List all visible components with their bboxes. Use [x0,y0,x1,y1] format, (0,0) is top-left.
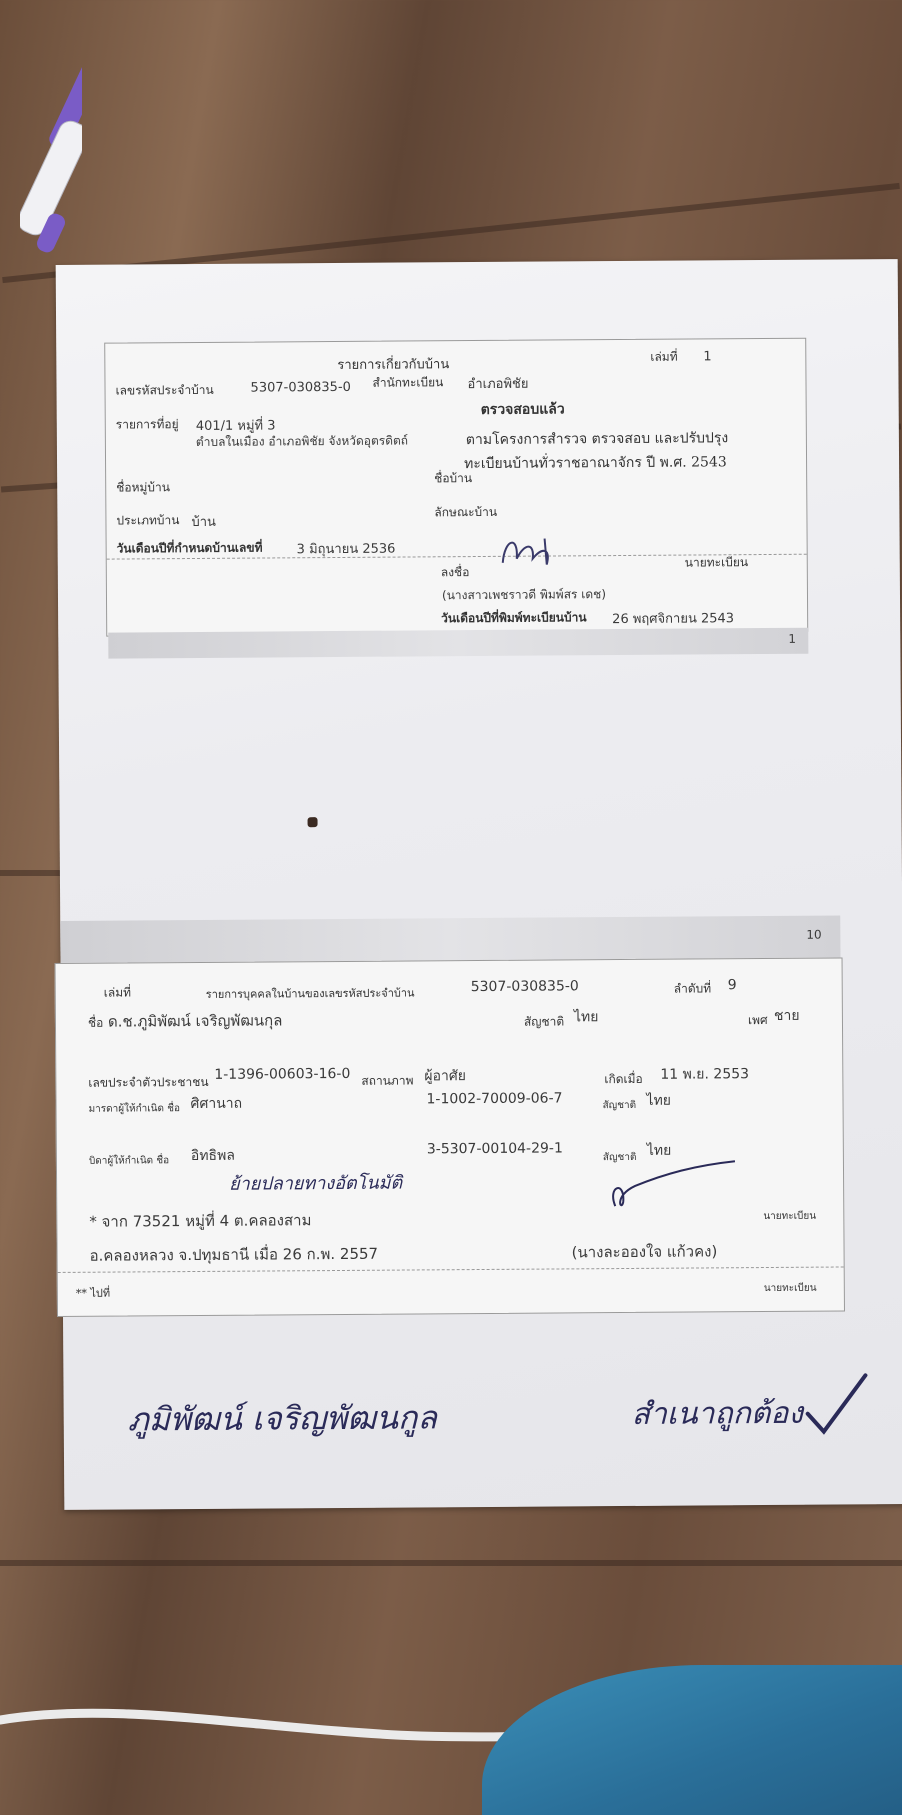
father-id: 3-5307-00104-29-1 [426,1140,563,1158]
id-number: 1-1396-00603-16-0 [214,1065,351,1083]
mother-label: มารดาผู้ให้กำเนิด ชื่อ [88,1103,181,1115]
project-line2: ทะเบียนบ้านทั่วราชอาณาจักร ปี พ.ศ. 2543 [464,454,727,473]
card2-page-number: 10 [806,927,822,942]
move-note: ย้ายปลายทางอัตโนมัติ [229,1172,403,1195]
speck [308,817,318,827]
birth-label: เกิดเมื่อ [604,1071,643,1087]
father-label: บิดาผู้ให้กำเนิด ชื่อ [88,1155,170,1167]
father-nationality: ไทย [646,1142,672,1159]
birth-date: 11 พ.ย. 2553 [660,1066,750,1083]
date-set-label: วันเดือนปีที่กำหนดบ้านเลขที่ [116,540,263,556]
house-nature-label: ลักษณะบ้าน [434,504,498,520]
move-registrar-label: นายทะเบียน [763,1210,817,1223]
address-line1: 401/1 หมู่ที่ 3 [195,418,276,434]
house-type: บ้าน [191,514,216,531]
village-label: ชื่อหมู่บ้าน [116,480,171,495]
document-sheet [56,259,902,1510]
registrar-signature-icon [495,528,565,576]
card1-page-number: 1 [788,631,796,646]
blue-cloth [482,1665,902,1815]
house-code-label: เลขรหัสประจำบ้าน [115,382,214,398]
move-signer: (นางละอองใจ แก้วคง) [571,1242,718,1262]
checked-stamp: ตรวจสอบแล้ว [480,401,565,418]
id-label: เลขประจำตัวประชาชน [88,1074,209,1090]
to-label: ** ไปที่ [75,1286,111,1300]
wood-plank-seam [0,1560,902,1566]
date-set: 3 มิถุนายน 2536 [296,541,396,558]
card2-house-code: 5307-030835-0 [470,978,579,996]
pen-icon [20,8,82,278]
house-info-card [104,338,808,637]
to-registrar-label: นายทะเบียน [763,1282,817,1295]
person-info-card [55,957,845,1316]
order-number: 9 [727,977,737,994]
divider [58,1266,844,1272]
checkmark-icon [801,1369,871,1439]
sex: ชาย [773,1007,800,1024]
book-label: เล่มที่ [650,349,678,364]
order-label: ลำดับที่ [673,981,712,996]
move-line1: * จาก 73521 หมู่ที่ 4 ต.คลองสาม [89,1211,312,1231]
print-date: 26 พฤศจิกายน 2543 [612,611,735,628]
address-line2: ตำบลในเมือง อำเภอพิชัย จังหวัดอุตรดิตถ์ [195,433,409,449]
nationality-label: สัญชาติ [523,1014,565,1029]
print-date-label: วันเดือนปีที่พิมพ์ทะเบียนบ้าน [441,610,587,626]
handwritten-name: ภูมิพัฒน์ เจริญพัฒนกูล [127,1398,438,1439]
status-label: สถานภาพ [361,1073,414,1088]
registrar-signature-icon [605,1155,755,1216]
father-name: อิทธิพล [190,1147,235,1165]
house-code: 5307-030835-0 [250,379,351,396]
mother-nationality-label: สัญชาติ [602,1099,637,1112]
card1-shadow-strip [108,628,808,659]
card2-book-label: เล่มที่ [103,985,132,1000]
mother-name: ศิศานาถ [190,1095,243,1113]
handwritten-certify: สำเนาถูกต้อง [631,1395,804,1432]
person-name: ด.ช.ภูมิพัฒน์ เจริญพัฒนกุล [107,1011,283,1031]
sex-label: เพศ [747,1013,768,1028]
signer-name: (นางสาวเพชราวดี พิมพ์สร เดช) [441,587,607,603]
card1-title: รายการเกี่ยวกับบ้าน [337,357,450,373]
book-number: 1 [703,349,712,365]
sign-label: ลงชื่อ [440,565,470,580]
father-nationality-label: สัญชาติ [602,1151,637,1164]
house-name-label: ชื่อบ้าน [434,471,473,486]
status: ผู้อาศัย [424,1068,466,1085]
address-label: รายการที่อยู่ [115,417,179,432]
registrar-label: นายทะเบียน [684,555,749,570]
office-label: สำนักทะเบียน [372,375,444,390]
card2-header-strip [60,915,840,962]
move-line2: อ.คลองหลวง จ.ปทุมธานี เมื่อ 26 ก.พ. 2557 [89,1244,379,1265]
name-label: ชื่อ [87,1015,104,1030]
card2-title: รายการบุคคลในบ้านของเลขรหัสประจำบ้าน [205,986,415,1001]
project-line1: ตามโครงการสำรวจ ตรวจสอบ และปรับปรุง [465,430,729,449]
office: อำเภอพิชัย [467,376,529,393]
mother-nationality: ไทย [646,1092,672,1109]
house-type-label: ประเภทบ้าน [116,513,180,528]
nationality: ไทย [573,1009,599,1026]
mother-id: 1-1002-70009-06-7 [426,1090,563,1108]
